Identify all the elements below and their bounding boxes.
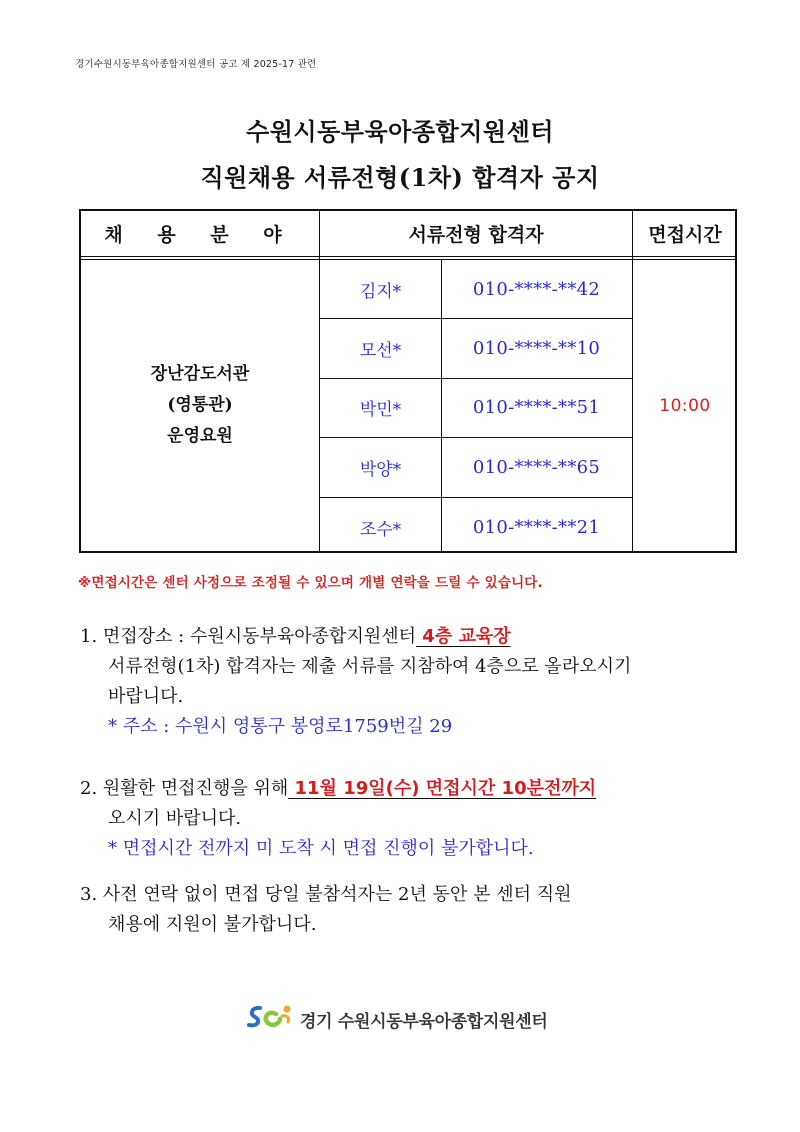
passer-phone: 010-****-**65	[472, 456, 601, 478]
footer-logo	[246, 1003, 547, 1035]
item-text: 서류전형(1차) 합격자는 제출 서류를 지참하여 4층으로 올라오시기	[108, 656, 632, 677]
item-text: 채용에 지원이 불가합니다.	[108, 914, 317, 935]
schedule-change-notice: ※면접시간은 센터 사정으로 조정될 수 있으며 개별 연락을 드릴 수 있습니다.	[78, 575, 543, 591]
table-row	[320, 438, 632, 497]
table-row	[320, 260, 632, 319]
info-item-absence-policy	[80, 880, 572, 940]
item-text: 2. 원활한 면접진행을 위해	[80, 778, 289, 799]
passer-phone: 010-****-**10	[472, 338, 601, 360]
center-logo-icon	[246, 1003, 294, 1035]
interview-time-cell: 10:00	[659, 395, 711, 416]
item-highlight: 4층 교육장	[416, 626, 511, 647]
table-row	[320, 319, 632, 378]
job-field-line: 운영요원	[167, 426, 233, 446]
item-text: 3. 사전 연락 없이 면접 당일 불참석자는 2년 동안 본 센터 직원	[80, 884, 572, 905]
item-highlight: 11월 19일(수) 면접시간 10분전까지	[288, 778, 597, 799]
job-field-cell	[81, 260, 319, 551]
passer-phone: 010-****-**42	[472, 278, 601, 300]
passer-phone: 010-****-**21	[472, 516, 601, 538]
item-text: 바랍니다.	[108, 686, 184, 707]
arrival-note: * 면접시간 전까지 미 도착 시 면접 진행이 불가합니다.	[108, 838, 534, 859]
item-text: 오시기 바랍니다.	[108, 808, 242, 829]
passer-name: 박양*	[359, 459, 402, 480]
job-field-line: 장난감도서관	[150, 364, 250, 384]
address-note: * 주소 : 수원시 영통구 봉영로1759번길 29	[108, 716, 453, 737]
info-item-location	[80, 622, 631, 742]
passer-name: 김지*	[359, 281, 402, 302]
passer-name: 박민*	[359, 400, 402, 421]
document-title: 직원채용 서류전형(1차) 합격자 공지	[200, 163, 600, 192]
header-passers: 서류전형 합격자	[408, 224, 544, 246]
table-row	[320, 498, 632, 557]
info-item-arrival	[80, 774, 596, 864]
footer-logo-text: 경기 수원시동부육아종합지원센터	[300, 1011, 548, 1032]
passer-name: 조수*	[359, 519, 402, 540]
item-text: 1. 면접장소 : 수원시동부육아종합지원센터	[80, 626, 416, 647]
document-title-org: 수원시동부육아종합지원센터	[246, 117, 554, 146]
header-field: 채 용 분 야	[104, 224, 296, 246]
passer-name: 모선*	[359, 341, 402, 362]
results-table	[79, 209, 737, 553]
table-row	[320, 379, 632, 438]
header-interview-time: 면접시간	[648, 224, 722, 246]
announcement-reference: 경기수원시동부육아종합지원센터 공고 제 2025-17 관련	[75, 59, 317, 70]
passers-list	[320, 260, 632, 551]
job-field-line: (영통관)	[167, 395, 233, 415]
passer-phone: 010-****-**51	[472, 397, 601, 419]
